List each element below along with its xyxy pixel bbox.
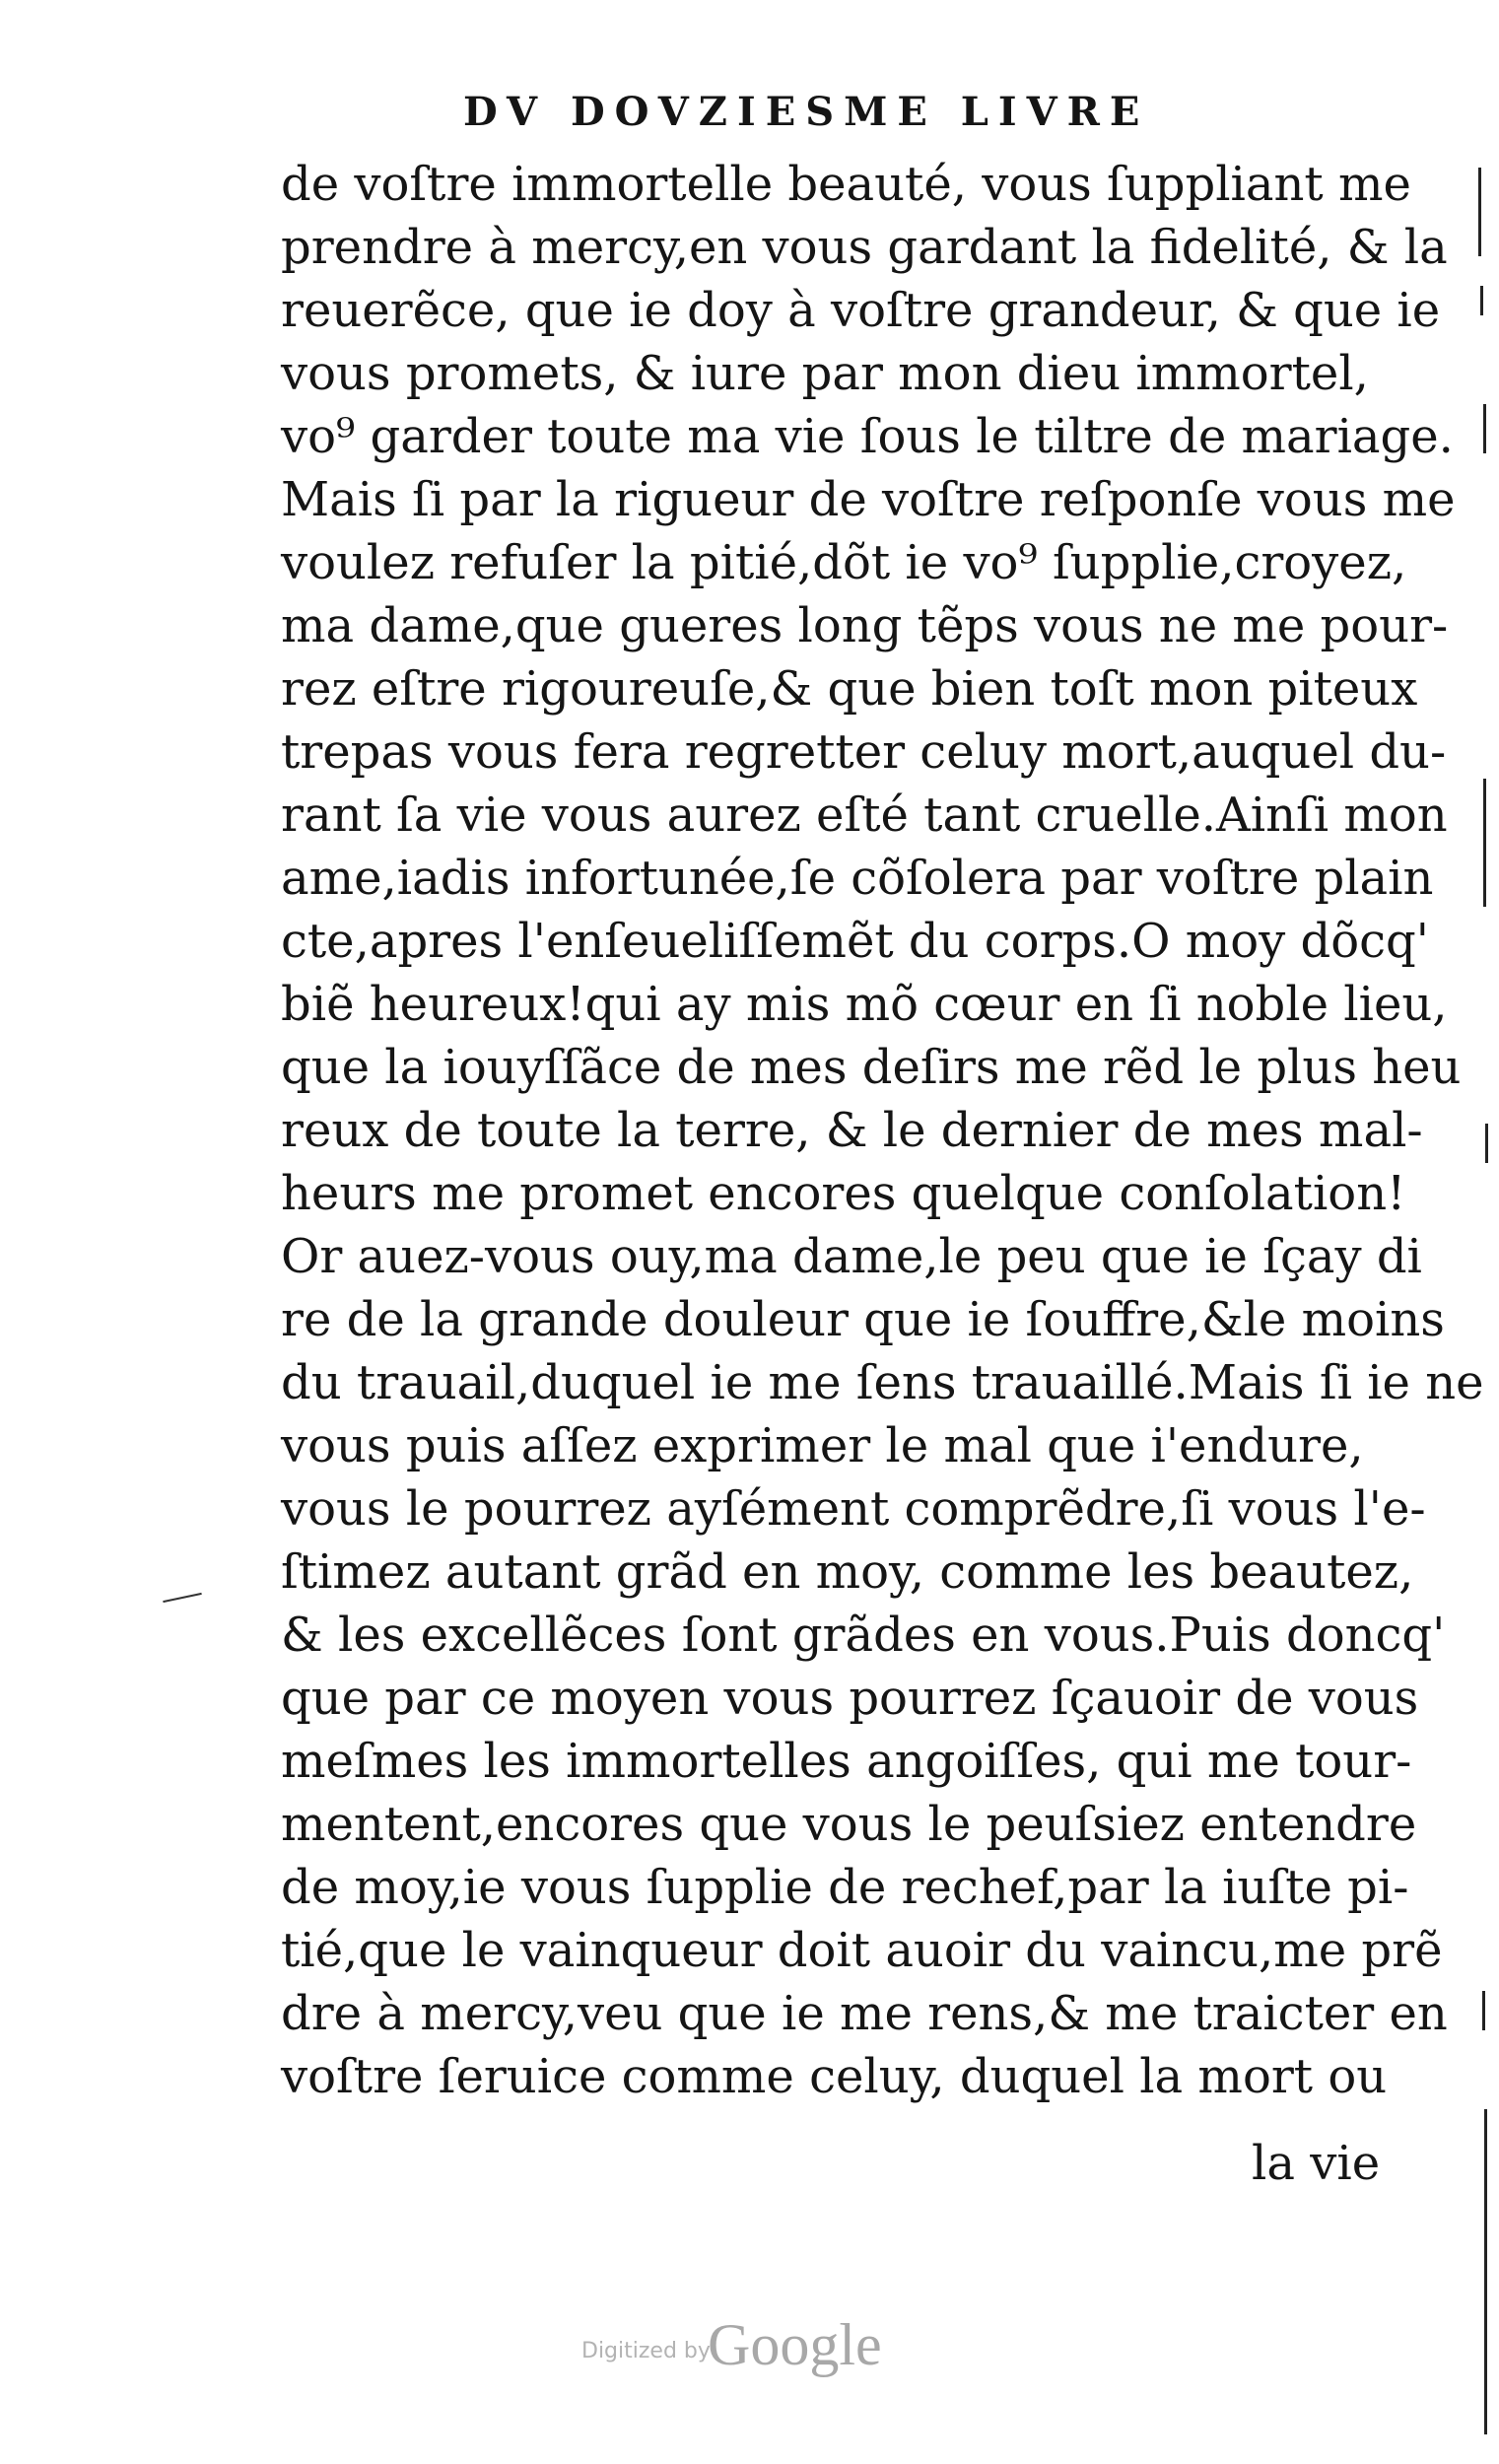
text-line: Mais ſi par la rigueur de voſtre reſponſe vous me	[281, 472, 1456, 527]
text-line: heurs me promet encores quelque conſolation!	[281, 1166, 1406, 1221]
text-line: rez eſtre rigoureuſe,& que bien toſt mon piteux	[281, 661, 1418, 717]
text-line: prendre à mercy,en vous gardant la fidelité, & la	[281, 220, 1448, 275]
text-line: du trauail,duquel ie me ſens trauaillé.Mais ſi ie ne	[281, 1355, 1484, 1410]
text-line: mentent,encores que vous le peuſsiez entendre	[281, 1797, 1417, 1852]
margin-mark	[1480, 286, 1483, 315]
text-line: reux de toute la terre, & le dernier de mes mal-	[281, 1103, 1423, 1158]
text-line: vous le pourrez ayſément comprẽdre,ſi vous l'e-	[281, 1481, 1426, 1537]
text-line: ſtimez autant grãd en moy, comme les beautez,	[281, 1544, 1414, 1600]
text-line: tié,que le vainqueur doit auoir du vaincu,me prẽ	[281, 1923, 1443, 1978]
text-line: vous promets, & iure par mon dieu immortel,	[281, 346, 1369, 401]
text-line: ma dame,que gueres long tẽps vous ne me pour-	[281, 598, 1449, 653]
running-head: DV DOVZIESME LIVRE	[463, 89, 1150, 135]
catchword: la vie	[1252, 2136, 1381, 2191]
margin-mark	[1483, 404, 1486, 453]
text-line: reuerẽce, que ie doy à voſtre grandeur, & que ie	[281, 283, 1441, 338]
text-line: que par ce moyen vous pourrez ſçauoir de vous	[281, 1671, 1419, 1726]
text-line: voſtre ſeruice comme celuy, duquel la mort ou	[281, 2049, 1388, 2104]
margin-mark	[1478, 168, 1481, 256]
text-line: dre à mercy,veu que ie me rens,& me traicter en	[281, 1986, 1448, 2041]
text-line: biẽ heureux!qui ay mis mõ cœur en ſi noble lieu,	[281, 977, 1448, 1032]
google-watermark: Google	[708, 2312, 882, 2377]
text-line: de voſtre immortelle beauté, vous ſuppliant me	[281, 157, 1411, 212]
margin-dash-mark	[163, 1593, 202, 1603]
margin-mark	[1482, 1991, 1485, 2030]
text-line: vo⁹ garder toute ma vie ſous le tiltre de mariage.	[281, 409, 1454, 464]
text-line: re de la grande douleur que ie ſouffre,&le moins	[281, 1292, 1445, 1347]
text-line: cte,apres l'enſeueliſſemẽt du corps.O moy dõcq'	[281, 914, 1429, 969]
text-line: voulez refuſer la pitié,dõt ie vo⁹ ſupplie,croyez,	[281, 535, 1407, 590]
text-line: Or auez-vous ouy,ma dame,le peu que ie ſçay di	[281, 1229, 1422, 1284]
margin-mark	[1485, 1124, 1488, 1163]
text-line: trepas vous fera regretter celuy mort,auquel du-	[281, 724, 1447, 780]
text-line: rant ſa vie vous aurez eſté tant cruelle.Ainſi mon	[281, 787, 1448, 843]
margin-mark	[1484, 2109, 1487, 2434]
text-line: & les excellẽces ſont grãdes en vous.Puis doncq'	[281, 1608, 1446, 1663]
text-line: que la iouyſſãce de mes deſirs me rẽd le plus heu	[281, 1040, 1462, 1095]
text-line: vous puis aſſez exprimer le mal que i'endure,	[281, 1418, 1364, 1473]
text-line: ame,iadis infortunée,ſe cõſolera par voſtre plain	[281, 851, 1434, 906]
digitized-by-label: Digitized by	[581, 2339, 711, 2363]
text-line: meſmes les immortelles angoiſſes, qui me tour-	[281, 1734, 1412, 1789]
margin-mark	[1483, 779, 1486, 907]
text-line: de moy,ie vous ſupplie de rechef,par la iuſte pi-	[281, 1860, 1409, 1915]
